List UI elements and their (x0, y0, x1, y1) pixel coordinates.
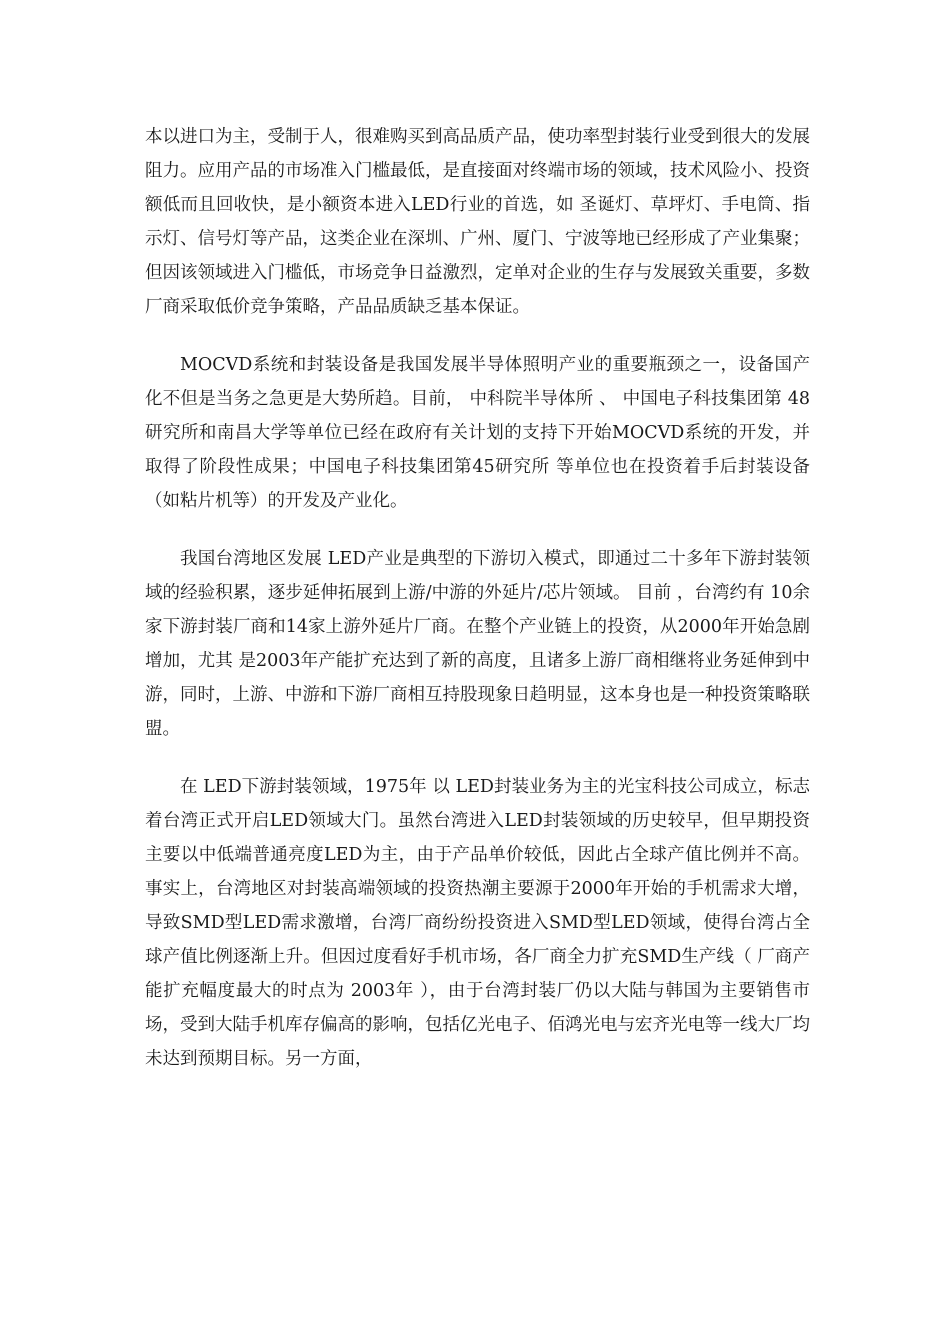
paragraph-mocvd-equipment: MOCVD系统和封装设备是我国发展半导体照明产业的重要瓶颈之一，设备国产化不但是当务之急更是大势所趋。目前， 中科院半导体所 、 中国电子科技集团第 48研究所和南昌大学等单位已经在政府有关计划的支持下开始MOCVD系统的开发，并取得了阶段性成果；中国电子科技集团第45研究所 等单位也在投资着手后封装设备（如粘片机等）的开发及产业化。 (145, 355, 810, 511)
document-body (145, 120, 810, 1100)
paragraph-taiwan-led-industry: 我国台湾地区发展 LED产业是典型的下游切入模式，即通过二十多年下游封装领域的经验积累，逐步延伸拓展到上游/中游的外延片/芯片领域。 目前 ，台湾约有 10余家下游封装厂商和14家上游外延片厂商。在整个产业链上的投资，从2000年开始急剧增加，尤其 是2003年产能扩充达到了新的高度，且诸多上游厂商相继将业务延伸到中游，同时，上游、中游和下游厂商相互持股现象日趋明显，这本身也是一种投资策略联盟。 (145, 549, 810, 739)
paragraph-taiwan-packaging: 在 LED下游封装领域，1975年 以 LED封装业务为主的光宝科技公司成立，标志着台湾正式开启LED领域大门。虽然台湾进入LED封装领域的历史较早，但早期投资主要以中低端普通亮度LED为主，由于产品单价较低，因此占全球产值比例并不高。事实上，台湾地区对封装高端领域的投资热潮主要源于2000年开始的手机需求大增，导致SMD型LED需求激增，台湾厂商纷纷投资进入SMD型LED领域，使得台湾占全球产值比例逐渐上升。但因过度看好手机市场，各厂商全力扩充SMD生产线（ 厂商产能扩充幅度最大的时点为 2003年 ），由于台湾封装厂仍以大陆与韩国为主要销售市场，受到大陆手机库存偏高的影响，包括亿光电子、佰鸿光电与宏齐光电等一线大厂均未达到预期目标。另一方面， (145, 777, 810, 1069)
paragraph-continued: 本以进口为主，受制于人，很难购买到高品质产品，使功率型封装行业受到很大的发展阻力。应用产品的市场准入门槛最低，是直接面对终端市场的领域，技术风险小、投资额低而且回收快，是小额资本进入LED行业的首选，如 圣诞灯、草坪灯、手电筒、指示灯、信号灯等产品，这类企业在深圳、广州、厦门、宁波等地已经形成了产业集聚；但因该领域进入门槛低，市场竞争日益激烈，定单对企业的生存与发展致关重要，多数厂商采取低价竞争策略，产品品质缺乏基本保证。 (145, 127, 810, 317)
